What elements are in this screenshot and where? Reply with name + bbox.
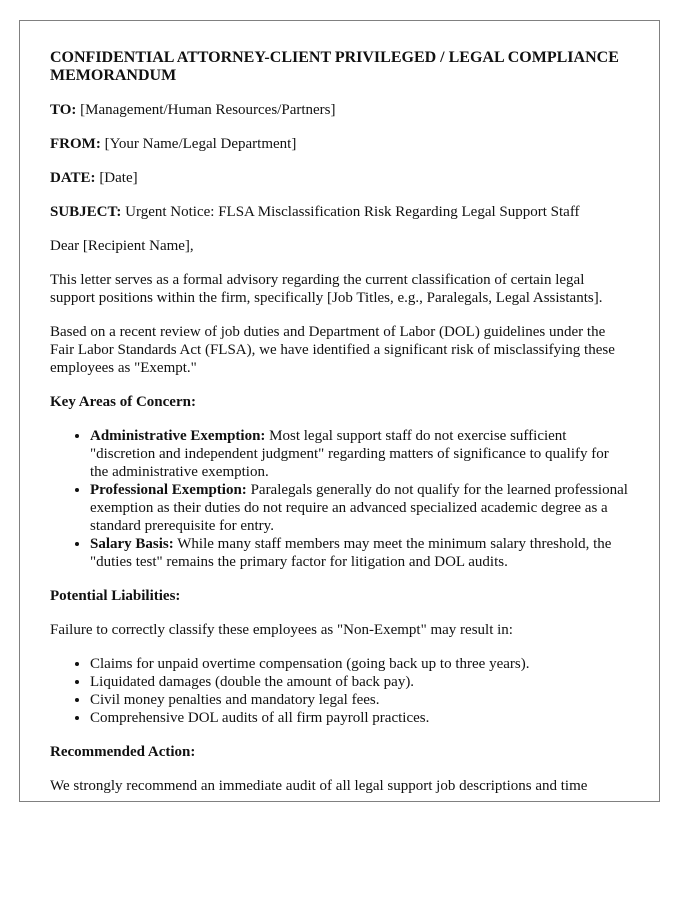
date-field xyxy=(50,169,630,187)
liabilities-list xyxy=(50,655,630,727)
paragraph-intro: This letter serves as a formal advisory regarding the current classification of certain legal support positions within the firm, specifically [Job Titles, e.g., Paralegals, Legal Assistants]. xyxy=(50,272,603,306)
action-title: Recommended Action: xyxy=(50,744,196,760)
concerns-title: Key Areas of Concern: xyxy=(50,394,196,410)
list-item: • Comprehensive DOL audits of all firm payroll practices. xyxy=(90,709,630,727)
concerns-list xyxy=(50,427,630,571)
subject-value: Urgent Notice: FLSA Misclassification Risk Regarding Legal Support Staff xyxy=(125,204,580,220)
list-item xyxy=(90,535,630,571)
from-label: FROM: xyxy=(50,136,101,152)
list-item: • Civil money penalties and mandatory legal fees. xyxy=(90,691,630,709)
salutation: Dear [Recipient Name], xyxy=(50,238,194,254)
concern-term: Professional Exemption: xyxy=(90,482,247,498)
to-field xyxy=(50,101,630,119)
concern-term: Administrative Exemption: xyxy=(90,428,266,444)
concern-text: While many staff members may meet the minimum salary threshold, the "duties test" remains the primary factor for litigation and DOL audits. xyxy=(90,536,612,570)
liabilities-intro: Failure to correctly classify these employees as "Non-Exempt" may result in: xyxy=(50,622,513,638)
to-value: [Management/Human Resources/Partners] xyxy=(80,102,336,118)
memo-content xyxy=(50,49,630,802)
subject-label: SUBJECT: xyxy=(50,204,122,220)
memo-title: CONFIDENTIAL ATTORNEY-CLIENT PRIVILEGED / LEGAL COMPLIANCE MEMORANDUM xyxy=(50,49,619,84)
to-label: TO: xyxy=(50,102,77,118)
list-item: • Claims for unpaid overtime compensation (going back up to three years). xyxy=(90,655,630,673)
memo-page xyxy=(19,20,660,802)
list-item xyxy=(90,481,630,535)
paragraph-review: Based on a recent review of job duties and Department of Labor (DOL) guidelines under the Fair Labor Standards Act (FLSA), we have identified a significant risk of misclassifying these employees as "Exempt." xyxy=(50,324,615,376)
list-item xyxy=(90,427,630,481)
date-value: [Date] xyxy=(99,170,138,186)
concern-text: Most legal support staff do not exercise sufficient "discretion and independent judgment" regarding matters of significance to qualify for the administrative exemption. xyxy=(90,428,609,480)
action-text: We strongly recommend an immediate audit of all legal support job descriptions and time xyxy=(50,778,588,794)
concern-term: Salary Basis: xyxy=(90,536,174,552)
list-item: • Liquidated damages (double the amount of back pay). xyxy=(90,673,630,691)
subject-field xyxy=(50,203,630,221)
from-value: [Your Name/Legal Department] xyxy=(104,136,297,152)
concern-text: Paralegals generally do not qualify for the learned professional exemption as their duties do not require an advanced specialized academic degree as a standard prerequisite for entry. xyxy=(90,482,628,534)
from-field xyxy=(50,135,630,153)
date-label: DATE: xyxy=(50,170,96,186)
liabilities-title: Potential Liabilities: xyxy=(50,588,181,604)
